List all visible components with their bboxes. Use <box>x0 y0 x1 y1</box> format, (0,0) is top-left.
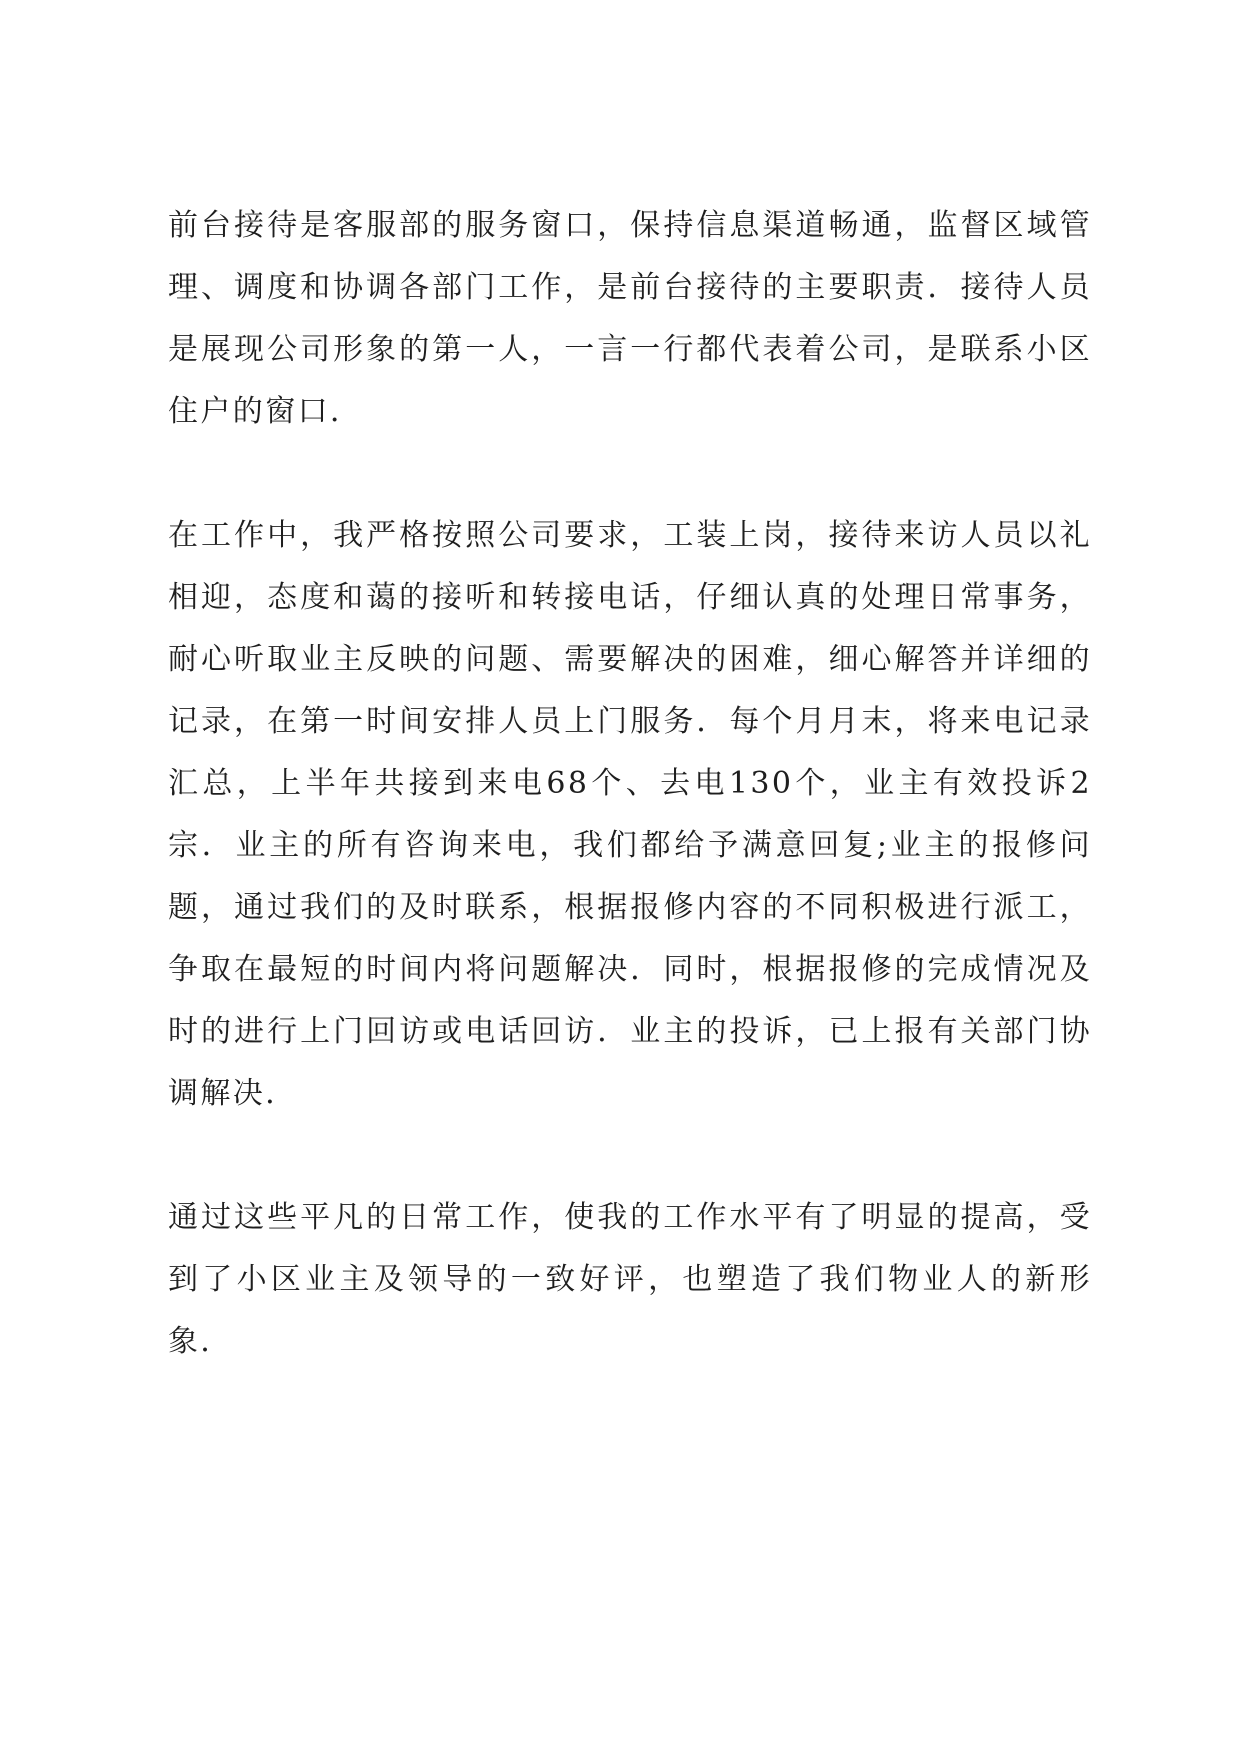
paragraph-work-record: 在工作中，我严格按照公司要求，工装上岗，接待来访人员以礼相迎，态度和蔼的接听和转接电话，仔细认真的处理日常事务，耐心听取业主反映的问题、需要解决的困难，细心解答并详细的记录，在第一时间安排人员上门服务．每个月月末，将来电记录汇总，上半年共接到来电68个、去电130个，业主有效投诉2宗．业主的所有咨询来电，我们都给予满意回复;业主的报修问题，通过我们的及时联系，根据报修内容的不同积极进行派工，争取在最短的时间内将问题解决．同时，根据报修的完成情况及时的进行上门回访或电话回访．业主的投诉，已上报有关部门协调解决． <box>168 518 1092 1111</box>
document-body <box>168 195 1092 1435</box>
paragraph-reception-duties: 前台接待是客服部的服务窗口，保持信息渠道畅通，监督区域管理、调度和协调各部门工作，是前台接待的主要职责．接待人员是展现公司形象的第一人，一言一行都代表着公司，是联系小区住户的窗口． <box>168 208 1092 429</box>
paragraph-conclusion: 通过这些平凡的日常工作，使我的工作水平有了明显的提高，受到了小区业主及领导的一致好评，也塑造了我们物业人的新形象． <box>168 1200 1092 1359</box>
